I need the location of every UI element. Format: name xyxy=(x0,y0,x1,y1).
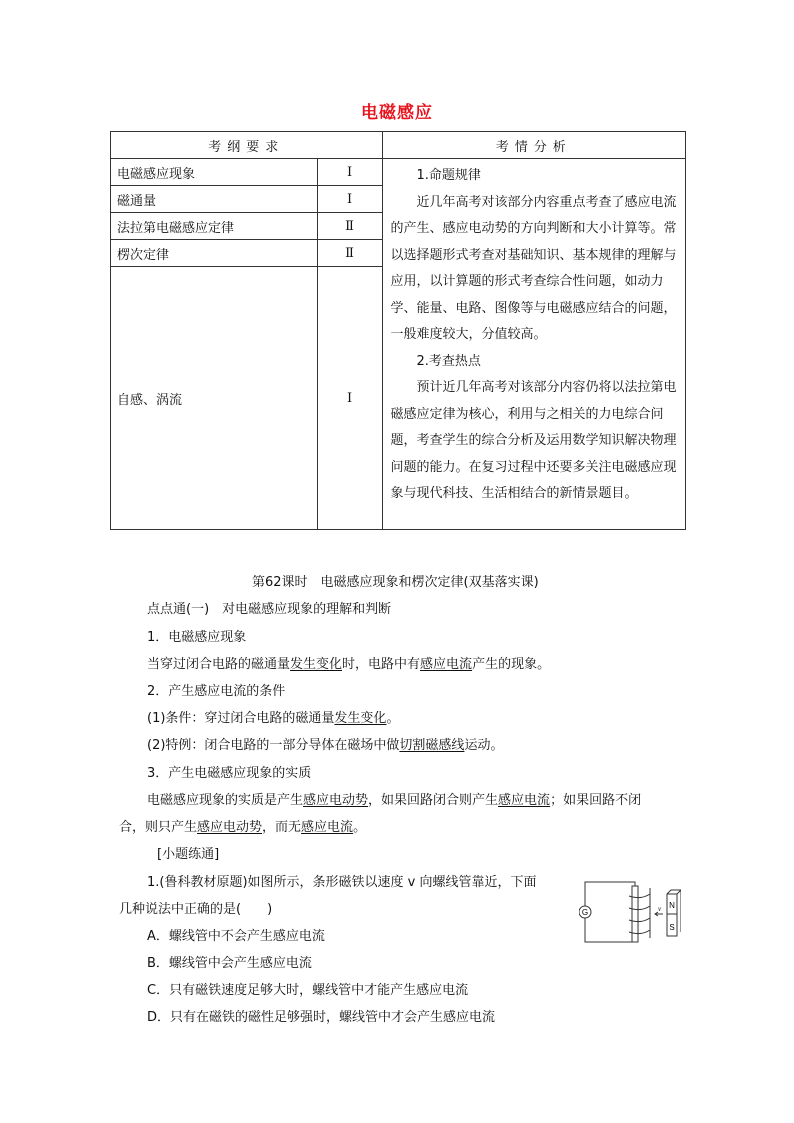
analysis-heading: 2.考查热点 xyxy=(416,353,481,369)
header-analysis: 考情分析 xyxy=(382,132,686,159)
section-heading: 点点通(一) 对电磁感应现象的理解和判断 xyxy=(147,602,392,617)
point-title: 2．产生感应电流的条件 xyxy=(147,684,286,699)
point-title: 3．产生电磁感应现象的实质 xyxy=(147,766,312,781)
analysis-heading: 1.命题规律 xyxy=(416,168,481,183)
analysis-paragraph: 近几年高考对该部分内容重点考查了感应电流的产生、感应电动势的方向判断和大小计算等。常以选择题形式考查对基础知识、基本规律的理解与应用，以计算题的形式考查综合性问题，如动力学、能量、电路、图像等与电磁感应结合的问题，一般难度较大，分值较高。 xyxy=(390,194,677,342)
req-name: 法拉第电磁感应定律 xyxy=(111,213,318,240)
north-pole-label: N xyxy=(669,901,675,910)
velocity-label: v xyxy=(658,905,662,913)
req-name: 磁通量 xyxy=(111,186,318,213)
analysis-cell xyxy=(382,159,686,530)
point-text: 合，则只产生感应电动势，而无感应电流。 xyxy=(119,820,367,835)
solenoid-magnet-figure xyxy=(579,878,681,950)
req-level: Ⅰ xyxy=(317,267,382,530)
point-text: 当穿过闭合电路的磁通量发生变化时，电路中有感应电流产生的现象。 xyxy=(147,657,551,672)
req-level: Ⅱ xyxy=(317,240,382,267)
req-name: 自感、涡流 xyxy=(111,267,318,530)
question-text: 1.(鲁科教材原题)如图所示，条形磁铁以速度 v 向螺线管靠近，下面 xyxy=(147,875,537,890)
req-level: Ⅱ xyxy=(317,213,382,240)
analysis-paragraph: 预计近几年高考对该部分内容仍将以法拉第电磁感应定律为核心，利用与之相关的力电综合问题，考查学生的综合分析及运用数学知识解决物理问题的能力。在复习过程中还要多关注电磁感应现象与现代科技、生活相结合的新情景题目。 xyxy=(390,380,677,501)
option-c: C．只有磁铁速度足够大时，螺线管中才能产生感应电流 xyxy=(147,983,469,998)
practice-heading: [小题练通] xyxy=(157,847,220,862)
point-text: 电磁感应现象的实质是产生感应电动势，如果回路闭合则产生感应电流；如果回路不闭 xyxy=(147,793,642,808)
requirements-table xyxy=(110,131,686,530)
page-title: 电磁感应 xyxy=(361,103,433,123)
point-text: (2)特例：闭合电路的一部分导体在磁场中做切割磁感线运动。 xyxy=(147,738,504,753)
option-a: A．螺线管中不会产生感应电流 xyxy=(147,929,325,944)
req-level: Ⅰ xyxy=(317,159,382,186)
option-b: B．螺线管中会产生感应电流 xyxy=(147,956,312,971)
req-level: Ⅰ xyxy=(317,186,382,213)
req-name: 楞次定律 xyxy=(111,240,318,267)
lesson-heading: 第62课时 电磁感应现象和楞次定律(双基落实课) xyxy=(252,575,539,590)
point-text: (1)条件：穿过闭合电路的磁通量发生变化。 xyxy=(147,711,400,726)
question-text: 几种说法中正确的是( ) xyxy=(119,902,273,917)
galvanometer-label: G xyxy=(581,908,589,917)
south-pole-label: S xyxy=(669,923,675,932)
req-name: 电磁感应现象 xyxy=(111,159,318,186)
option-d: D．只有在磁铁的磁性足够强时，螺线管中才会产生感应电流 xyxy=(147,1010,496,1025)
point-title: 1．电磁感应现象 xyxy=(147,630,247,645)
header-requirements: 考纲要求 xyxy=(111,132,383,159)
